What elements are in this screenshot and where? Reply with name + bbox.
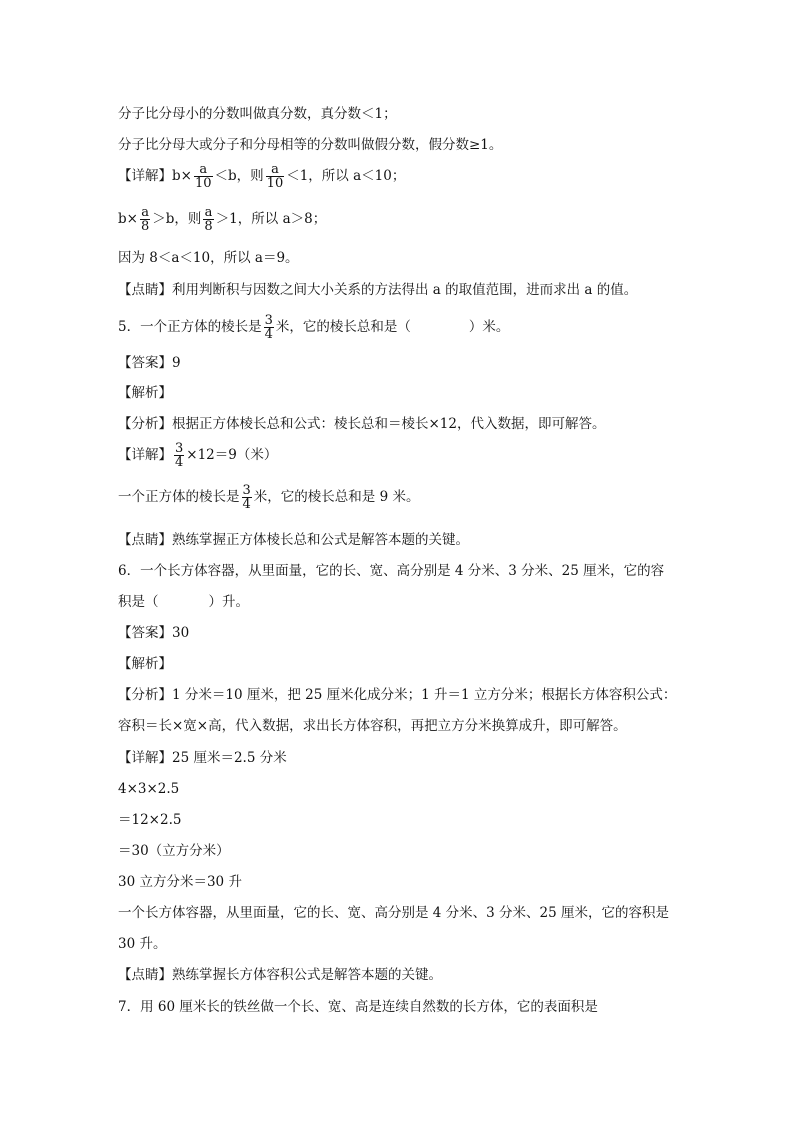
jiexi-heading: 【解析】	[118, 385, 172, 401]
xiangjie-line-1: 【详解】b× $\frac{a}{10}$ ＜b，则 $\frac{a}{10}$ ＜1，所以 a＜10；	[118, 162, 406, 191]
xiangjie-line: 【详解】 $\frac{3}{4}$ ×12＝9（米）	[118, 441, 278, 470]
calc-line: ＝30（立方分米）	[118, 843, 230, 859]
calc-line: 4×3×2.5	[118, 781, 180, 797]
dianjing-line: 【点睛】熟练掌握正方体棱长总和公式是解答本题的关键。	[118, 532, 469, 548]
dianjing-line: 【点睛】熟练掌握长方体容积公式是解答本题的关键。	[118, 967, 442, 983]
text-line: 分子比分母小的分数叫做真分数，真分数＜1；	[118, 106, 397, 122]
question-6-line-1: 6．一个长方体容器，从里面量，它的长、宽、高分别是 4 分米、3 分米、25 厘米，它的容	[118, 563, 665, 579]
answer-line: 【答案】30	[118, 625, 190, 641]
conclusion-line: 一个正方体的棱长是 $\frac{3}{4}$ 米，它的棱长总和是 9 米。	[118, 483, 420, 512]
fraction: $\frac{3}{4}$	[242, 483, 251, 512]
xiangjie-line: 【详解】25 厘米＝2.5 分米	[118, 750, 287, 766]
text-line: 因为 8＜a＜10，所以 a＝9。	[118, 250, 299, 266]
fraction: $\frac{a}{10}$	[266, 162, 284, 191]
conclusion-line: 一个长方体容器，从里面量，它的长、宽、高分别是 4 分米、3 分米、25 厘米，它的容积是	[118, 905, 670, 921]
answer-line: 【答案】9	[118, 355, 181, 371]
fenxi-line: 【分析】1 分米＝10 厘米，把 25 厘米化成分米；1 升＝1 立方分米；根据长方体容积公式：	[118, 687, 677, 703]
calc-line: ＝12×2.5	[118, 812, 182, 828]
jiexi-heading: 【解析】	[118, 656, 172, 672]
text-line: 分子比分母大或分子和分母相等的分数叫做假分数，假分数≥1。	[118, 137, 503, 153]
question-6-line-2: 积是（ ）升。	[118, 594, 249, 610]
xiangjie-line-2: b× $\frac{a}{8}$ ＞b，则 $\frac{a}{8}$ ＞1，所以 a＞8；	[118, 205, 327, 234]
fraction: $\frac{3}{4}$	[175, 441, 184, 470]
dianjing-line: 【点睛】利用判断积与因数之间大小关系的方法得出 a 的取值范围，进而求出 a 的值。	[118, 282, 638, 298]
question-5: 5．一个正方体的棱长是 $\frac{3}{4}$ 米，它的棱长总和是（ ）米。	[118, 313, 510, 342]
fenxi-line: 容积＝长×宽×高，代入数据，求出长方体容积，再把立方分米换算成升，即可解答。	[118, 718, 627, 734]
fenxi-line: 【分析】根据正方体棱长总和公式：棱长总和＝棱长×12，代入数据，即可解答。	[118, 416, 606, 432]
fraction: $\frac{a}{8}$	[140, 205, 150, 234]
conclusion-line: 30 升。	[118, 936, 167, 952]
question-7: 7．用 60 厘米长的铁丝做一个长、宽、高是连续自然数的长方体，它的表面积是	[118, 999, 598, 1015]
fraction: $\frac{3}{4}$	[264, 313, 273, 342]
fraction: $\frac{a}{8}$	[204, 205, 213, 234]
calc-line: 30 立方分米＝30 升	[118, 874, 242, 890]
fraction: $\frac{a}{10}$	[194, 162, 212, 191]
